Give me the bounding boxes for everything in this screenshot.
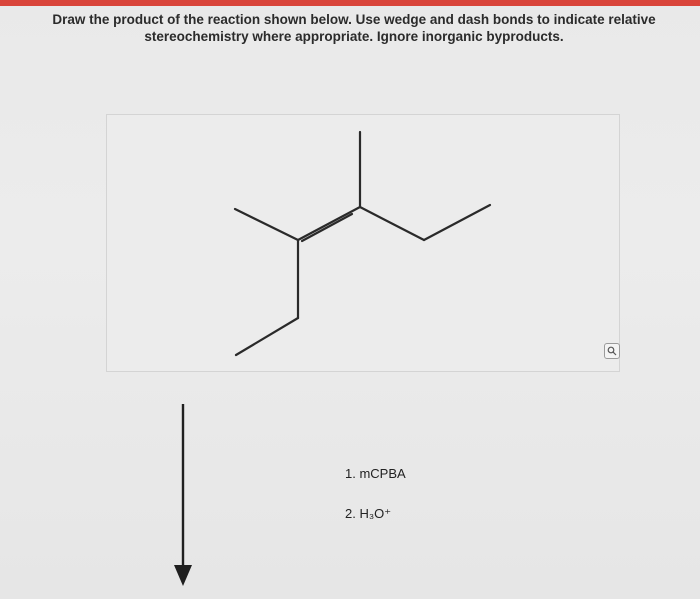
bond-methyl-left: [235, 209, 298, 240]
reaction-arrow-icon: [170, 402, 200, 592]
question-line-1: Draw the product of the reaction shown below. Use wedge and dash bonds to indicate relative: [52, 12, 656, 27]
bond-double-second: [302, 214, 352, 241]
bond-ethyl-left: [236, 318, 298, 355]
reagent-step-1: 1. mCPBA: [345, 466, 406, 481]
magnifier-icon: [607, 346, 617, 356]
question-line-2: stereochemistry where appropriate. Ignore inorganic byproducts.: [144, 29, 564, 44]
zoom-button[interactable]: [604, 343, 620, 359]
reagent-step-2: 2. H₃O⁺: [345, 506, 392, 521]
bond-ch2-to-ch3-right: [424, 205, 490, 240]
bond-c2-to-ch2: [360, 207, 424, 240]
bond-double-main: [298, 207, 360, 240]
